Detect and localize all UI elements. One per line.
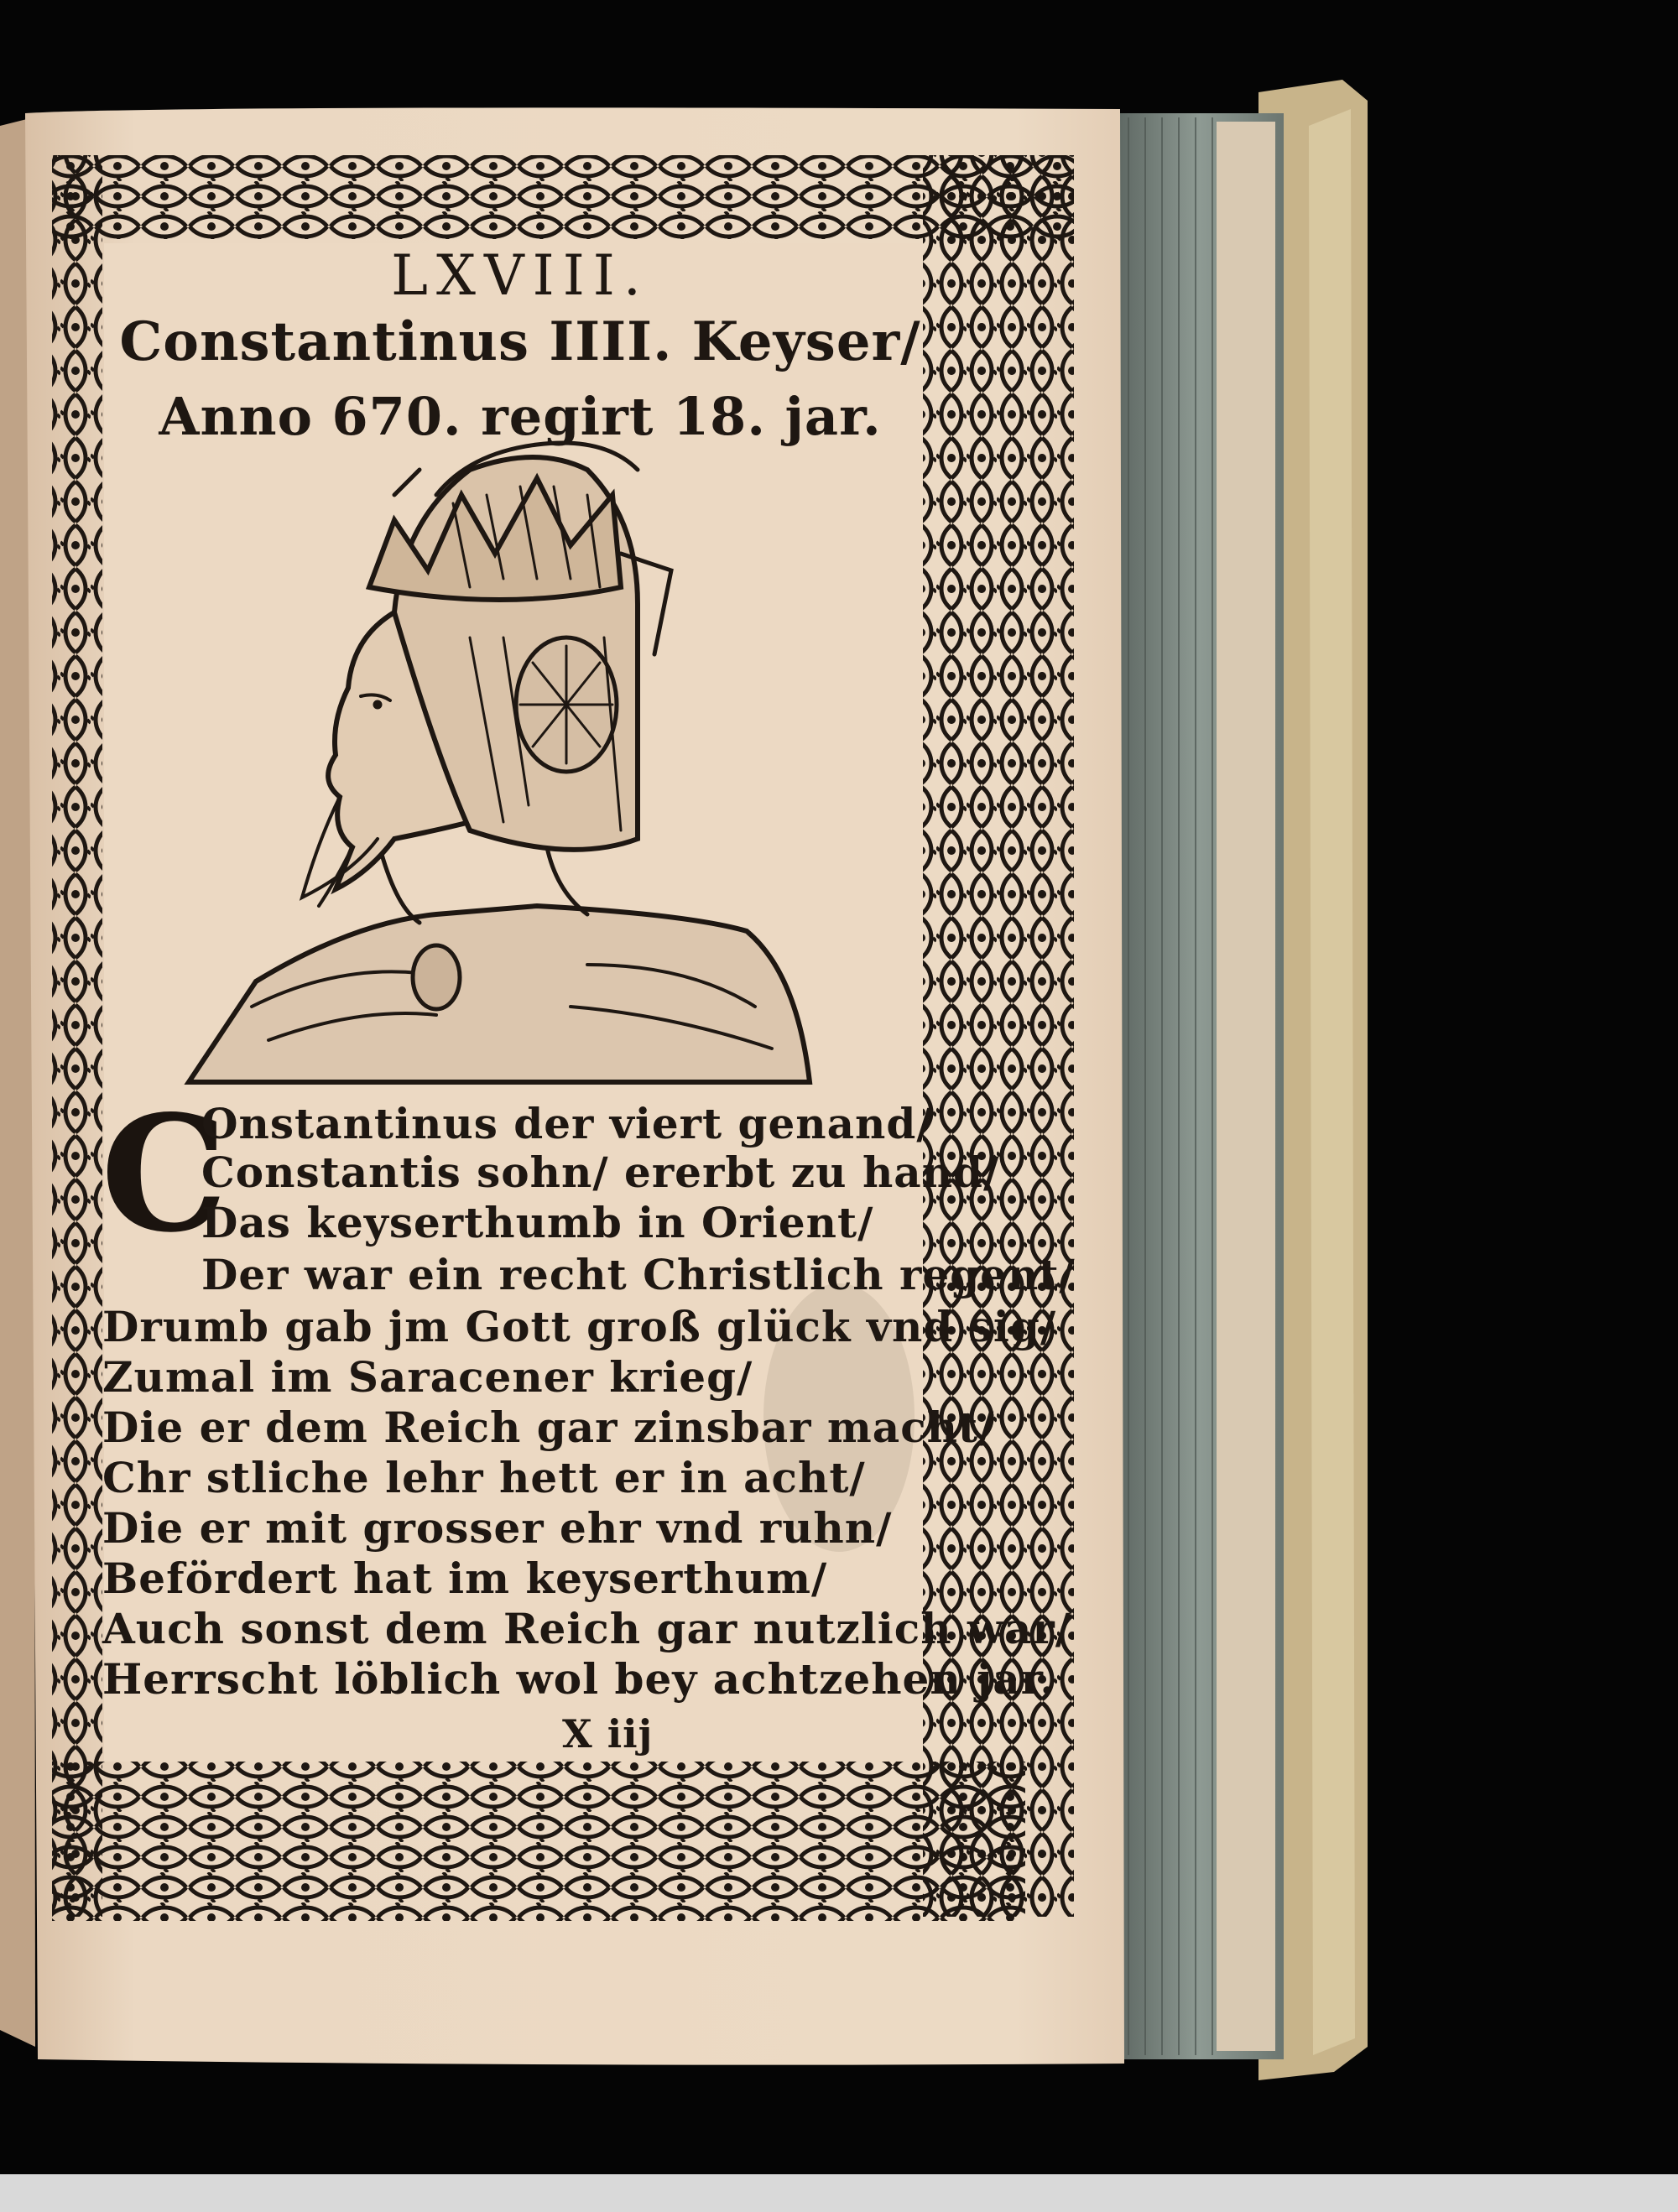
- verse-line: Drumb gab jm Gott groß glück vnd sig/: [102, 1302, 1057, 1351]
- page-title: Constantinus IIII. Keyser/: [119, 310, 921, 373]
- dropcap-initial: C: [101, 1080, 228, 1267]
- chapter-numeral: LXVIII.: [391, 243, 649, 308]
- signature-mark: X iij: [562, 1711, 654, 1757]
- verse-line: Chr stliche lehr hett er in acht/: [102, 1453, 866, 1502]
- verse-line: Der war ein recht Christlich regent/: [201, 1250, 1076, 1299]
- page-subtitle: Anno 670. regirt 18. jar.: [159, 386, 882, 447]
- verse-line: Auch sonst dem Reich gar nutzlich war/: [102, 1604, 1072, 1653]
- viewer-bottom-bar: [0, 2174, 1678, 2212]
- verse-line: Constantis sohn/ ererbt zu hand/: [201, 1148, 1000, 1197]
- verse-line: Onstantinus der viert genand/: [201, 1099, 933, 1148]
- verse-line: Die er mit grosser ehr vnd ruhn/: [102, 1503, 893, 1553]
- verse-line: Herrscht löblich wol bey achtzehen jar.: [102, 1654, 1055, 1704]
- verse-line: Die er dem Reich gar zinsbar macht/: [102, 1403, 995, 1452]
- verse-line: Befördert hat im keyserthum/: [102, 1554, 828, 1603]
- verse-line: Das keyserthumb in Orient/: [201, 1198, 874, 1247]
- verse-line: Zumal im Saracener krieg/: [102, 1352, 753, 1402]
